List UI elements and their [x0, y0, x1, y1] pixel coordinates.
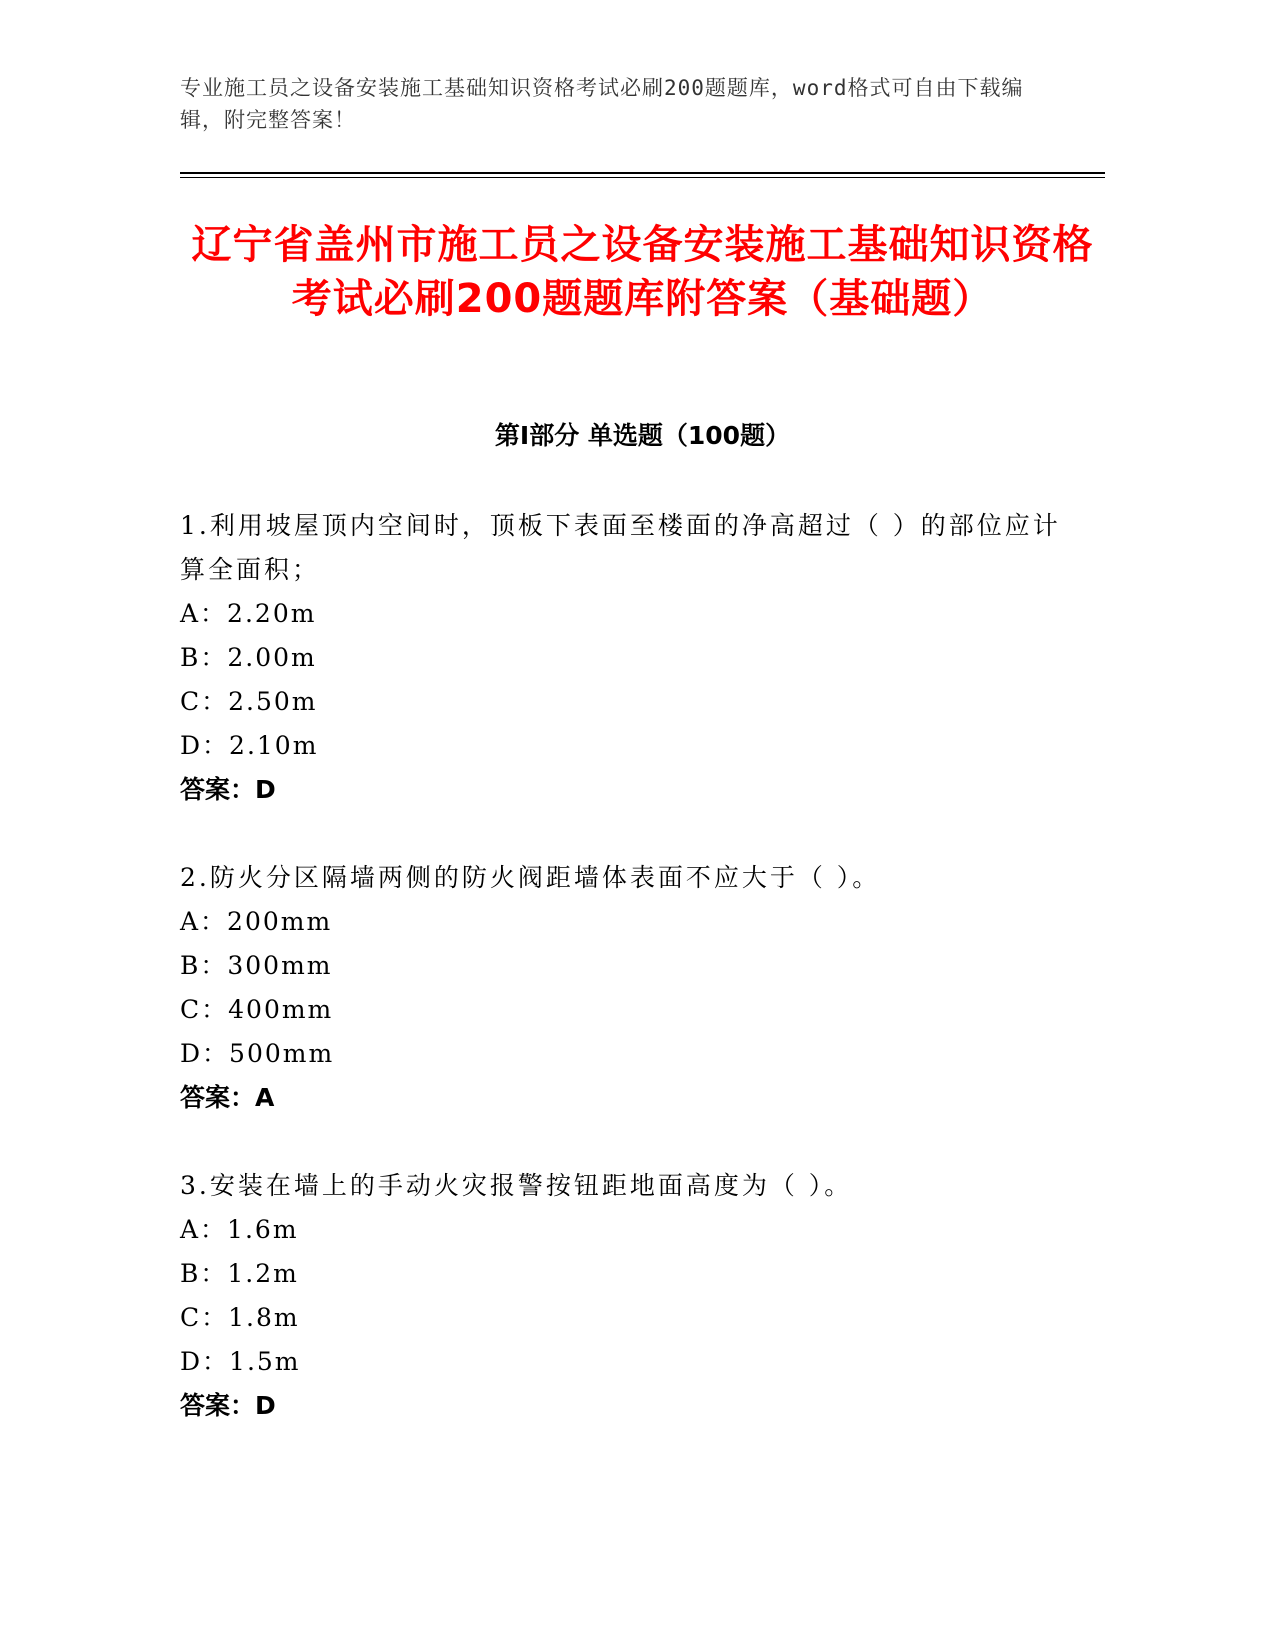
document-title: 辽宁省盖州市施工员之设备安装施工基础知识资格考试必刷200题题库附答案（基础题）: [191, 222, 1094, 322]
option-b: B：1.2m: [180, 1259, 299, 1288]
question-text: 2.防火分区隔墙两侧的防火阀距墙体表面不应大于（ ）。: [180, 863, 881, 892]
question-3: [180, 1164, 1080, 1428]
question-list: [180, 504, 1080, 1472]
option-c: C：1.8m: [180, 1303, 300, 1332]
option-b: B：2.00m: [180, 643, 317, 672]
header-rule-thick: [180, 172, 1105, 174]
answer: 答案：D: [180, 1391, 276, 1420]
question-text: 1.利用坡屋顶内空间时，顶板下表面至楼面的净高超过（ ）的部位应计算全面积；: [180, 511, 1061, 584]
answer: 答案：D: [180, 775, 276, 804]
question-1: [180, 504, 1080, 812]
option-d: D：2.10m: [180, 731, 319, 760]
option-d: D：500mm: [180, 1039, 335, 1068]
option-a: A：1.6m: [180, 1215, 299, 1244]
option-a: A：200mm: [180, 907, 333, 936]
header-note: 专业施工员之设备安装施工基础知识资格考试必刷200题题库，word格式可自由下载编辑，附完整答案！: [180, 76, 1024, 132]
option-b: B：300mm: [180, 951, 333, 980]
answer: 答案：A: [180, 1083, 275, 1112]
option-c: C：2.50m: [180, 687, 318, 716]
question-2: [180, 856, 1080, 1120]
section-title: 第I部分 单选题（100题）: [494, 421, 791, 450]
option-c: C：400mm: [180, 995, 334, 1024]
option-d: D：1.5m: [180, 1347, 301, 1376]
header-rule-thin: [180, 177, 1105, 178]
option-a: A：2.20m: [180, 599, 317, 628]
question-text: 3.安装在墙上的手动火灾报警按钮距地面高度为（ ）。: [180, 1171, 853, 1200]
